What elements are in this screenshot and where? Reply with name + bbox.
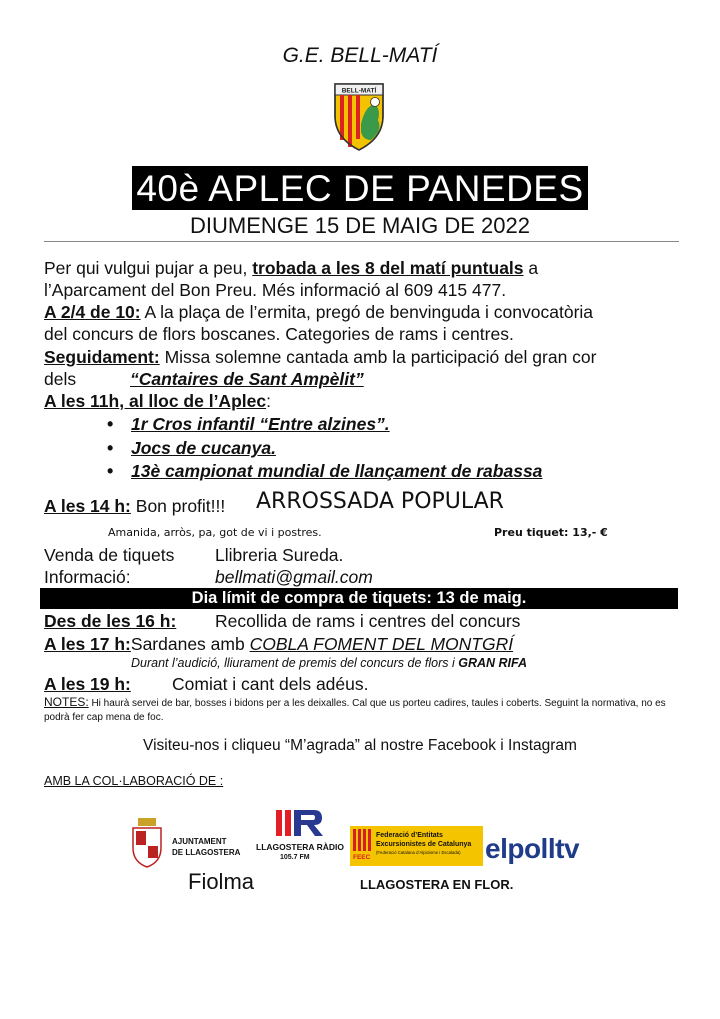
- ajuntament-crest-icon: [130, 818, 164, 868]
- elpolltv-logo: elpolltv: [485, 833, 580, 864]
- schedule-item-6-text: Comiat i cant dels adéus.: [172, 674, 369, 694]
- schedule-item-5: [44, 634, 513, 655]
- schedule-item-3: [44, 391, 271, 412]
- schedule-item-6-time: [44, 674, 131, 695]
- notes-text: Hi haurà servei de bar, bosses i bidons per a les deixalles. Cal que us porteu cadires, taules i coberts. Seguint la normativa, no es podrà fer cap mena de foc.: [44, 698, 666, 723]
- intro-text-end: a: [528, 258, 539, 278]
- club-shield-logo: [331, 80, 387, 152]
- llagostera-en-flor-sponsor: LLAGOSTERA EN FLOR.: [360, 877, 514, 892]
- awards-note: [131, 656, 527, 670]
- lunch-menu: Amanida, arròs, pa, got de vi i postres.: [108, 526, 322, 539]
- choir-name: “Cantaires de Sant Ampèlit”: [130, 369, 364, 389]
- schedule-item-1-cont: del concurs de flors boscanes. Categories de rams i centres.: [44, 324, 514, 344]
- schedule-item-2: [44, 347, 596, 368]
- ajuntament-logo: [130, 818, 250, 868]
- time-label: A les 19 h:: [44, 674, 131, 694]
- feec-line-1: Federació d’Entitats: [376, 832, 443, 839]
- radio-name: LLAGOSTERA RÀDIO: [256, 842, 344, 852]
- time-label: A les 11h: [44, 391, 120, 411]
- intro-line-1: [44, 258, 538, 279]
- event-title: 40è APLEC DE PANEDES: [132, 166, 587, 210]
- club-name: G.E. BELL-MATÍ: [282, 44, 438, 67]
- bullet-icon: •: [107, 414, 114, 434]
- intro-line-2: l’Aparcament del Bon Preu. Més informació al 609 415 477.: [44, 280, 507, 300]
- schedule-text: Missa solemne cantada amb la participació del gran cor: [164, 347, 597, 367]
- meeting-point: trobada a les 8 del matí puntuals: [252, 258, 524, 278]
- awards-text: Durant l’audició, lliurament de premis del concurs de flors i: [131, 656, 455, 670]
- social-callout: Visiteu-nos i cliqueu “M’agrada” al nostre Facebook i Instagram: [143, 737, 577, 754]
- activity-item: 1r Cros infantil “Entre alzines”.: [131, 414, 390, 434]
- band-name: COBLA FOMENT DEL MONTGRÍ: [249, 634, 514, 654]
- schedule-item-4-text: Recollida de rams i centres del concurs: [215, 611, 521, 631]
- time-label: A les 17 h:: [44, 634, 131, 654]
- location-text: , al lloc de l’Aplec: [119, 391, 267, 411]
- intro-text: Per qui vulgui pujar a peu,: [44, 258, 248, 278]
- feec-line-2: Excursionistes de Catalunya: [376, 841, 472, 848]
- fiolma-sponsor: Fiolma: [188, 869, 255, 894]
- lunch-event: ARROSSADA POPULAR: [256, 489, 504, 514]
- event-date: DIUMENGE 15 DE MAIG DE 2022: [190, 213, 530, 238]
- bullet-icon: •: [107, 461, 114, 481]
- schedule-text: A la plaça de l’ermita, pregó de benvinguda i convocatòria: [144, 302, 594, 322]
- radio-mark-icon: [276, 806, 326, 838]
- time-label: Des de les 16 h:: [44, 611, 177, 631]
- feec-logo: [350, 826, 483, 866]
- deadline-banner: Dia límit de compra de tiquets: 13 de maig.: [40, 588, 678, 609]
- radio-frequency: 105.7 FM: [280, 854, 310, 861]
- colon: :: [266, 391, 271, 411]
- schedule-item-1: [44, 302, 593, 323]
- notes-block: [44, 695, 674, 725]
- contact-email: bellmati@gmail.com: [215, 567, 373, 587]
- time-label: A 2/4 de 10:: [44, 302, 141, 322]
- lunch-line: [44, 496, 225, 517]
- time-label: A les 14 h:: [44, 496, 131, 516]
- notes-label: NOTES:: [44, 695, 89, 709]
- collaboration-heading: AMB LA COL·LABORACIÓ DE :: [44, 774, 224, 788]
- divider: [44, 241, 679, 242]
- bullet-icon: •: [107, 438, 114, 458]
- radio-logo: [254, 806, 348, 866]
- shield-label: BELL-MATÍ: [341, 87, 377, 95]
- feec-abbr: FEEC: [353, 854, 371, 861]
- lunch-text: Bon profit!!!: [135, 496, 226, 516]
- ticket-price: Preu tiquet: 13,- €: [494, 526, 608, 539]
- raffle-label: GRAN RIFA: [458, 656, 527, 670]
- activity-item: 13è campionat mundial de llançament de rabassa: [131, 461, 543, 481]
- activity-item: Jocs de cucanya.: [131, 438, 276, 458]
- sale-value: Llibreria Sureda.: [215, 545, 344, 565]
- time-label: Seguidament:: [44, 347, 160, 367]
- choir-line-label: dels: [44, 369, 77, 389]
- info-label: Informació:: [44, 567, 131, 587]
- ajuntament-line-1: AJUNTAMENT: [172, 837, 227, 846]
- schedule-text: Sardanes amb: [130, 634, 245, 654]
- schedule-item-4-time: [44, 611, 176, 632]
- sale-label: Venda de tiquets: [44, 545, 175, 565]
- feec-line-3: (Federació Catalana d’Alpinisme i Escalada): [376, 850, 461, 855]
- ajuntament-line-2: DE LLAGOSTERA: [172, 848, 241, 857]
